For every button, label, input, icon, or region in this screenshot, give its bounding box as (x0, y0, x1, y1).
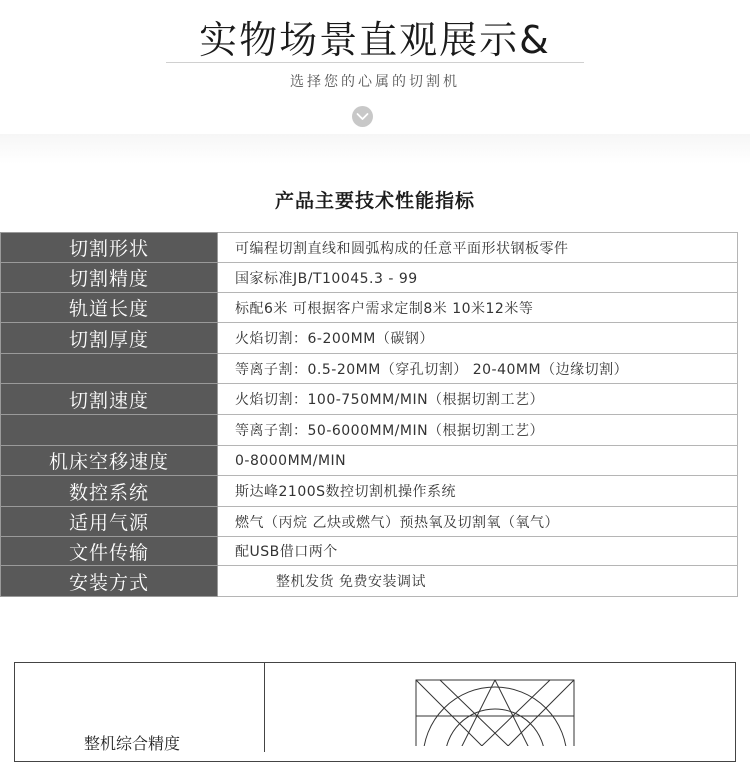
spec-label: 文件传输 (1, 537, 218, 566)
spec-label: 安装方式 (1, 566, 218, 597)
table-row (1, 566, 738, 597)
table-row (1, 293, 738, 323)
drawing-inner-circle (445, 709, 545, 746)
table-row (1, 263, 738, 293)
spec-value: 国家标准JB/T10045.3 - 99 (218, 263, 738, 293)
specs-table (0, 232, 738, 597)
spec-value: 燃气（丙烷 乙炔或燃气）预热氧及切割氧（氧气） (218, 507, 738, 537)
table-row (1, 537, 738, 566)
spec-label: 切割精度 (1, 263, 218, 293)
spec-label (1, 415, 218, 446)
spec-value: 0-8000MM/MIN (218, 446, 738, 476)
spec-value: 等离子割：50-6000MM/MIN（根据切割工艺） (218, 415, 738, 446)
table-row (1, 476, 738, 507)
page-subtitle: 选择您的心属的切割机 (290, 74, 460, 90)
page-title: 实物场景直观展示& (199, 18, 551, 62)
spec-value: 配USB借口两个 (218, 537, 738, 566)
table-row (1, 507, 738, 537)
spec-label: 机床空移速度 (1, 446, 218, 476)
specs-heading: 产品主要技术性能指标 (274, 190, 475, 212)
section-separator (0, 134, 750, 164)
title-divider (166, 62, 584, 63)
drawing-line (416, 680, 495, 746)
spec-value: 标配6米 可根据客户需求定制8米 10米12米等 (218, 293, 738, 323)
table-row (1, 354, 738, 384)
drawing-line (495, 680, 574, 746)
spec-label: 适用气源 (1, 507, 218, 537)
spec-value: 整机发货 免费安装调试 (218, 566, 738, 597)
chevron-down-icon[interactable] (352, 106, 373, 127)
spec-label: 轨道长度 (1, 293, 218, 323)
spec-value: 火焰切割：100-750MM/MIN（根据切割工艺） (218, 384, 738, 415)
spec-label: 数控系统 (1, 476, 218, 507)
table-row (1, 323, 738, 354)
spec-value: 斯达峰2100S数控切割机操作系统 (218, 476, 738, 507)
panel-divider (264, 662, 265, 752)
spec-label: 切割厚度 (1, 323, 218, 354)
table-row (1, 233, 738, 263)
spec-value: 可编程切割直线和圆弧构成的任意平面形状钢板零件 (218, 233, 738, 263)
spec-label (1, 354, 218, 384)
table-row (1, 446, 738, 476)
precision-label: 整机综合精度 (84, 734, 181, 753)
table-row (1, 415, 738, 446)
spec-value: 火焰切割：6-200MM（碳钢） (218, 323, 738, 354)
spec-value: 等离子割：0.5-20MM（穿孔切割） 20-40MM（边缘切割） (218, 354, 738, 384)
spec-label: 切割形状 (1, 233, 218, 263)
precision-test-drawing (410, 676, 580, 746)
spec-label: 切割速度 (1, 384, 218, 415)
table-row (1, 384, 738, 415)
